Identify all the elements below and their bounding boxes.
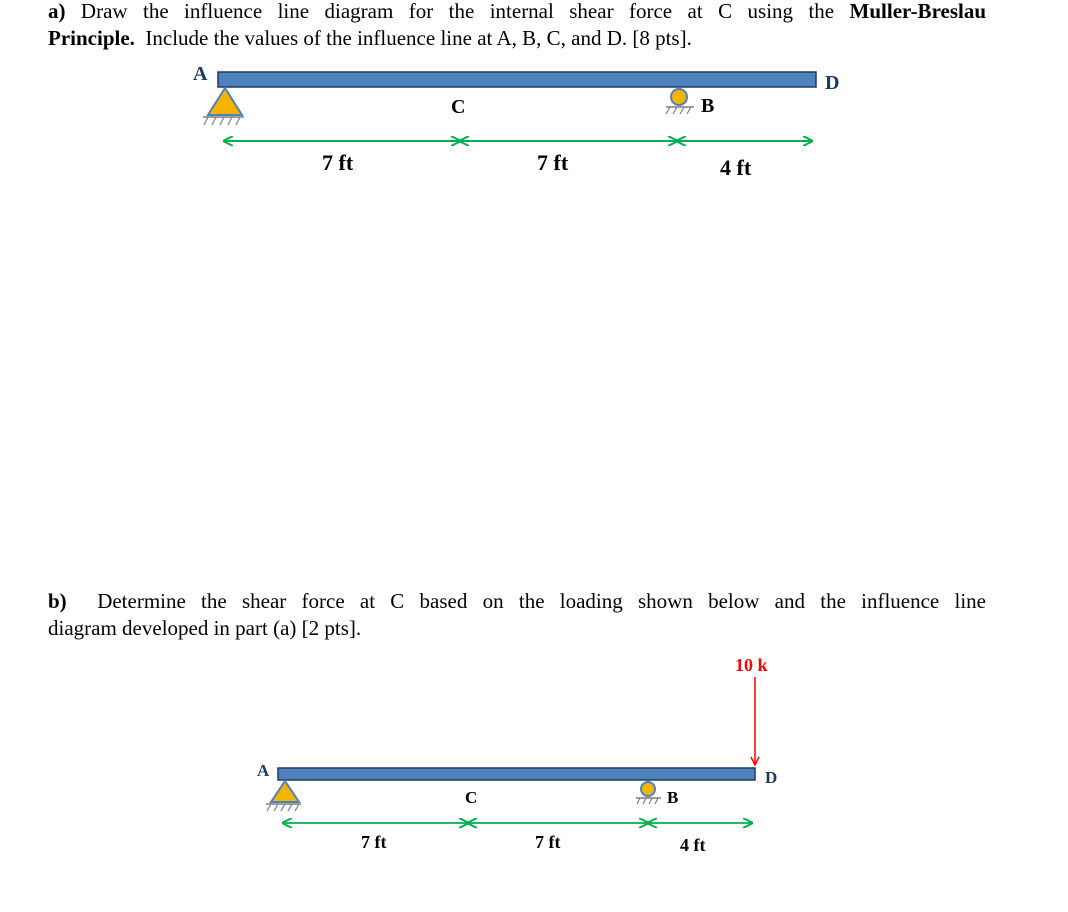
pin-support-a-top (203, 88, 244, 125)
dim-label-ac-top: 7 ft (322, 150, 354, 175)
label-d-top: D (825, 72, 840, 94)
part-b-text-2: diagram developed in part (a) [2 pts]. (48, 616, 362, 640)
beam-diagram-bottom (257, 655, 777, 855)
dim-label-cb-bottom: 7 ft (535, 832, 561, 852)
label-a-bottom: A (257, 761, 270, 780)
beam-bottom (278, 768, 755, 780)
dim-label-bd-bottom: 4 ft (680, 835, 706, 855)
part-b-label: b) (48, 589, 67, 613)
label-d-bottom: D (765, 768, 778, 787)
beam-diagram-top (193, 63, 839, 180)
label-c-bottom: C (465, 788, 478, 807)
part-a-text-1: Draw the influence line diagram for the internal shear force at C using the (80, 0, 835, 23)
label-c-top: C (451, 96, 466, 118)
part-b-text-1: Determine the shear force at C based on the loading shown below and the influence line (97, 589, 986, 613)
label-a-top: A (193, 63, 208, 85)
load-label: 10 k (735, 655, 768, 675)
dim-label-ac-bottom: 7 ft (361, 832, 387, 852)
roller-support-b-bottom (636, 782, 661, 804)
beam-top (218, 72, 816, 87)
part-a-method: Muller-Breslau (849, 0, 987, 23)
part-a-method-cont: Principle. (48, 26, 135, 50)
part-a-label: a) (48, 0, 66, 23)
label-b-bottom: B (667, 788, 679, 807)
part-a-text-2: Include the values of the influence line at A, B, C, and D. [8 pts]. (145, 26, 692, 50)
pin-support-a-bottom (266, 781, 301, 811)
dim-label-bd-top: 4 ft (720, 155, 752, 180)
roller-support-b-top (666, 89, 694, 114)
dim-label-cb-top: 7 ft (537, 150, 569, 175)
label-b-top: B (701, 95, 715, 117)
